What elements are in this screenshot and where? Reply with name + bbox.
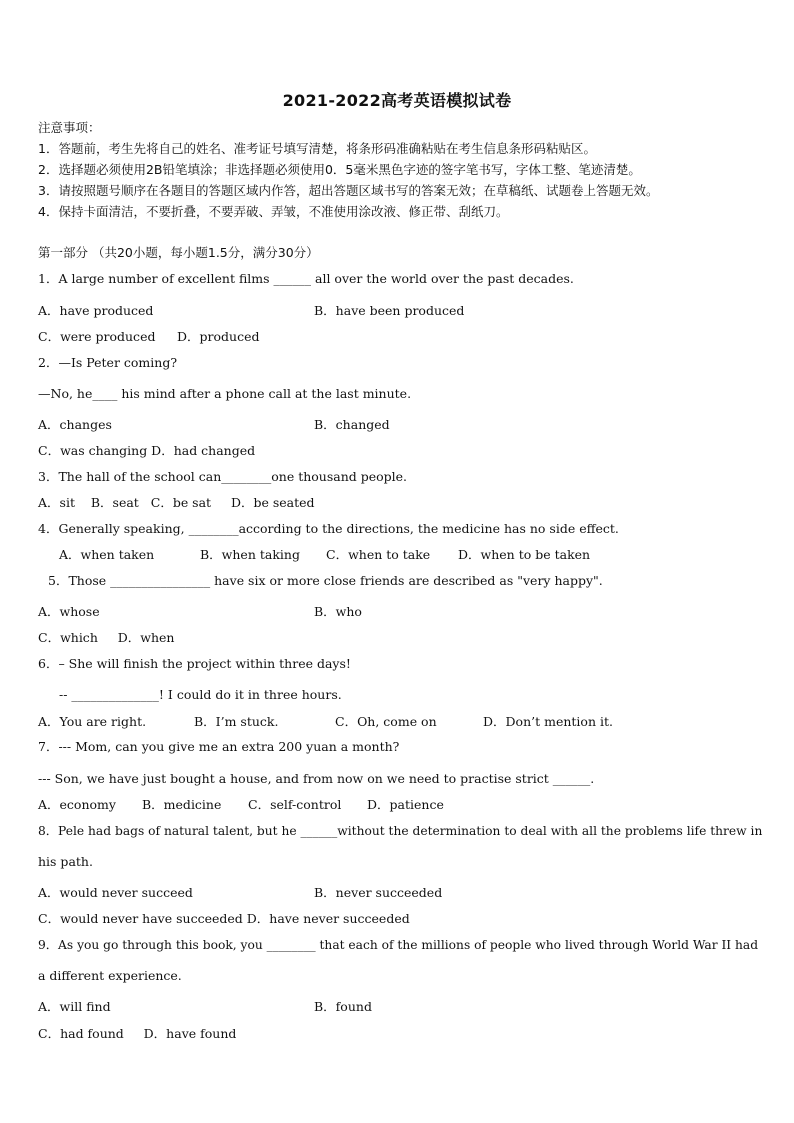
notice-item: 4．保持卡面清洁，不要折叠，不要弄破、弄皱，不准使用涂改液、修正带、刮纸刀。 <box>38 204 509 219</box>
option-b: B．changed <box>314 417 390 432</box>
option-a: A．will find <box>38 999 111 1014</box>
option-a: A．You are right. <box>38 714 147 729</box>
option-a: A．whose <box>38 604 100 619</box>
section-heading: 第一部分 （共20小题，每小题1.5分，满分30分） <box>38 245 319 260</box>
page-title: 2021-2022高考英语模拟试卷 <box>282 91 512 110</box>
option-d: D．produced <box>177 329 260 344</box>
option-b: B．never succeeded <box>314 885 443 900</box>
option-a: A．have produced <box>38 303 154 318</box>
notice-item: 1．答题前，考生先将自己的姓名、准考证号填写清楚，将条形码准确粘贴在考生信息条形码粘贴区。 <box>38 141 596 156</box>
option-d: D．when to be taken <box>458 547 591 562</box>
option-b: B．I’m stuck. <box>194 714 279 729</box>
option-b: B．medicine <box>142 797 222 812</box>
option-b: B．when taking <box>200 547 300 562</box>
option-a: A．would never succeed <box>38 885 193 900</box>
question-stem: his path. <box>38 854 93 869</box>
option-cd: C．was changing D．had changed <box>38 443 256 458</box>
question-stem: -- ______________! I could do it in three hours. <box>59 687 342 702</box>
option-a: A．economy <box>38 797 116 812</box>
question-stem: —No, he____ his mind after a phone call at the last minute. <box>38 386 412 401</box>
question-stem: a different experience. <box>38 968 182 983</box>
option-c: C．were produced <box>38 329 156 344</box>
notice-item: 2．选择题必须使用2B铅笔填涂；非选择题必须使用0．5毫米黑色字迹的签字笔书写，字体工整、笔迹清楚。 <box>38 162 641 177</box>
notice-heading: 注意事项： <box>38 120 101 135</box>
option-c: C．Oh, come on <box>335 714 437 729</box>
option-b: B．who <box>314 604 362 619</box>
question-stem: 7．--- Mom, can you give me an extra 200 yuan a month? <box>38 739 400 754</box>
option-a: A．changes <box>38 417 112 432</box>
option-cd: C．would never have succeeded D．have never succeeded <box>38 911 410 926</box>
option-b: B．found <box>314 999 372 1014</box>
option-cd: C．had found D．have found <box>38 1026 237 1041</box>
option-d: D．Don’t mention it. <box>483 714 613 729</box>
question-stem: 1．A large number of excellent films ______ all over the world over the past decades. <box>38 271 574 286</box>
option-cd: C．which D．when <box>38 630 175 645</box>
options-row: A．sit B．seat C．be sat D．be seated <box>38 495 315 510</box>
notice-item: 3．请按照题号顺序在各题目的答题区域内作答，超出答题区域书写的答案无效；在草稿纸、试题卷上答题无效。 <box>38 183 659 198</box>
option-a: A．when taken <box>59 547 155 562</box>
question-stem: 5．Those ________________ have six or more close friends are described as "very happy". <box>48 573 603 588</box>
question-stem: --- Son, we have just bought a house, and from now on we need to practise strict ______. <box>38 771 595 786</box>
option-c: C．self-control <box>248 797 342 812</box>
option-b: B．have been produced <box>314 303 465 318</box>
question-stem: 9．As you go through this book, you ________ that each of the millions of people who lived through World War II had <box>38 938 759 952</box>
question-stem: 4．Generally speaking, ________according to the directions, the medicine has no side effect. <box>38 521 619 536</box>
option-d: D．patience <box>367 797 444 812</box>
question-stem: 8．Pele had bags of natural talent, but he ______without the determination to deal with all the problems life threw in <box>38 824 763 838</box>
question-stem: 2．—Is Peter coming? <box>38 355 178 370</box>
option-c: C．when to take <box>326 547 431 562</box>
question-stem: 6．– She will finish the project within three days! <box>38 656 351 671</box>
question-stem: 3．The hall of the school can________one thousand people. <box>38 469 408 484</box>
